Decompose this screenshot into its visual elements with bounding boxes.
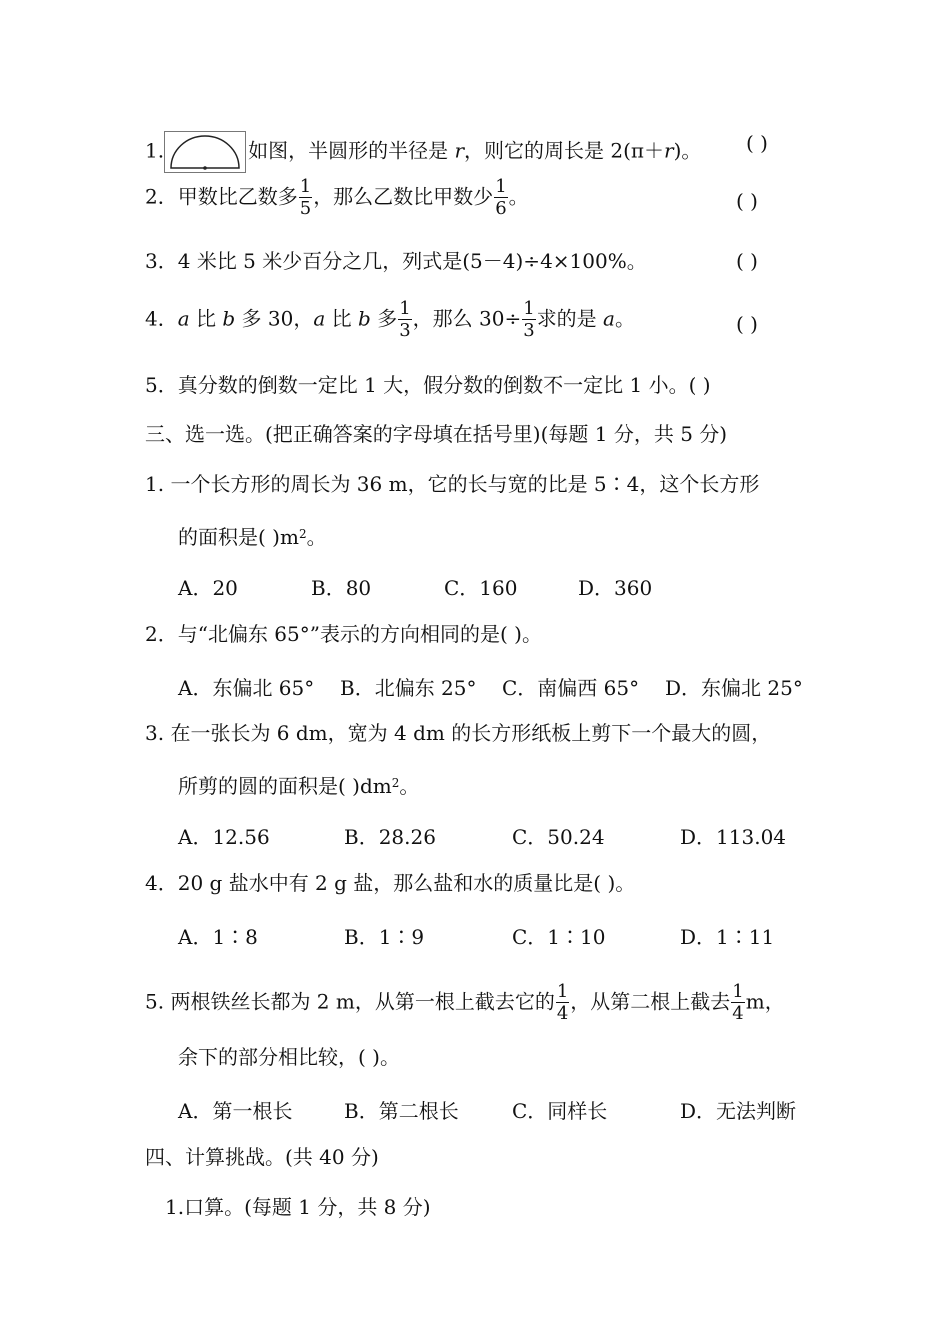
fraction: $\frac{1}{6}$ <box>495 176 507 219</box>
answer-parens-tf-4[interactable]: ( ) <box>736 312 758 336</box>
mc-5-option-c[interactable]: C．同样长 <box>512 1099 608 1123</box>
mc-4-option-a[interactable]: A．1∶8 <box>178 925 258 949</box>
mc-1-option-d[interactable]: D．360 <box>578 576 653 600</box>
mc-5-option-d[interactable]: D．无法判断 <box>680 1099 797 1123</box>
mc-1-option-c[interactable]: C．160 <box>444 576 518 600</box>
mc-question-3-line-2: 所剪的圆的面积是( )$dm^2$。 <box>178 774 420 798</box>
mc-4-option-b[interactable]: B．1∶9 <box>344 925 425 949</box>
mc-question-5: 5. 两根铁丝长都为 2 m，从第一根上截去它的 $\frac{1}{4}$ ，从第二根上截去 $\frac{1}{4}$ m， <box>145 981 785 1024</box>
mc-2-option-a[interactable]: A．东偏北 65° <box>178 676 315 700</box>
mc-3-option-a[interactable]: A．12.56 <box>178 825 270 849</box>
mc-1-option-a[interactable]: A．20 <box>178 576 238 600</box>
mc-question-5-line-2: 余下的部分相比较，( )。 <box>178 1045 400 1069</box>
mc-2-option-b[interactable]: B．北偏东 25° <box>340 676 477 700</box>
tf-question-4: 4．a 比 b 多 30，a 比 b 多 $\frac{1}{3}$ ，那么 30÷ $\frac{1}{3}$ 求的是 a。 <box>145 298 635 341</box>
tf-question-1: 1. 如图，半圆形的半径是 r，则它的周长是 2(π＋r)。 <box>145 131 701 173</box>
mc-question-2: 2．与“北偏东 65°”表示的方向相同的是( )。 <box>145 622 542 646</box>
tf-question-2: 2．甲数比乙数多 $\frac{1}{5}$ ，那么乙数比甲数少 $\frac{1}{6}$ 。 <box>145 176 529 219</box>
answer-parens-tf-1[interactable]: ( ) <box>746 131 768 155</box>
section-4-title: 四、计算挑战。(共 40 分) <box>145 1145 379 1169</box>
question-number: 1. <box>145 138 165 163</box>
mc-5-option-a[interactable]: A．第一根长 <box>178 1099 293 1123</box>
mc-question-3: 3. 在一张长为 6 dm，宽为 4 dm 的长方形纸板上剪下一个最大的圆， <box>145 721 772 745</box>
semicircle-icon <box>165 132 245 172</box>
mc-4-option-d[interactable]: D．1∶11 <box>680 925 775 949</box>
tf-question-3: 3．4 米比 5 米少百分之几，列式是(5－4)÷4×100%。 <box>145 249 647 273</box>
mc-3-option-b[interactable]: B．28.26 <box>344 825 436 849</box>
section-3-title: 三、选一选。(把正确答案的字母填在括号里)(每题 1 分，共 5 分) <box>145 422 728 446</box>
section-4-subsection-1: 1.口算。(每题 1 分，共 8 分) <box>165 1195 431 1219</box>
mc-question-1-line-2: 的面积是( )$m^2$。 <box>178 525 327 549</box>
mc-question-1: 1. 一个长方形的周长为 36 m，它的长与宽的比是 5∶4，这个长方形 <box>145 472 760 496</box>
mc-3-option-d[interactable]: D．113.04 <box>680 825 787 849</box>
tf-question-5: 5．真分数的倒数一定比 1 大，假分数的倒数不一定比 1 小。( ) <box>145 373 711 397</box>
fraction: $\frac{1}{3}$ <box>399 298 411 341</box>
mc-2-option-d[interactable]: D．东偏北 25° <box>665 676 803 700</box>
mc-5-option-b[interactable]: B．第二根长 <box>344 1099 459 1123</box>
fraction: $\frac{1}{5}$ <box>299 176 312 219</box>
fraction: $\frac{1}{4}$ <box>556 981 569 1024</box>
mc-2-option-c[interactable]: C．南偏西 65° <box>502 676 640 700</box>
mc-3-option-c[interactable]: C．50.24 <box>512 825 605 849</box>
mc-4-option-c[interactable]: C．1∶10 <box>512 925 606 949</box>
mc-question-4: 4．20 g 盐水中有 2 g 盐，那么盐和水的质量比是( )。 <box>145 871 636 895</box>
fraction: $\frac{1}{4}$ <box>732 981 744 1024</box>
fraction: $\frac{1}{3}$ <box>523 298 535 341</box>
semicircle-figure <box>164 131 246 173</box>
answer-parens-tf-2[interactable]: ( ) <box>736 189 758 213</box>
mc-1-option-b[interactable]: B．80 <box>311 576 372 600</box>
answer-parens-tf-5[interactable]: ( ) <box>688 373 711 397</box>
answer-parens-tf-3[interactable]: ( ) <box>736 249 758 273</box>
